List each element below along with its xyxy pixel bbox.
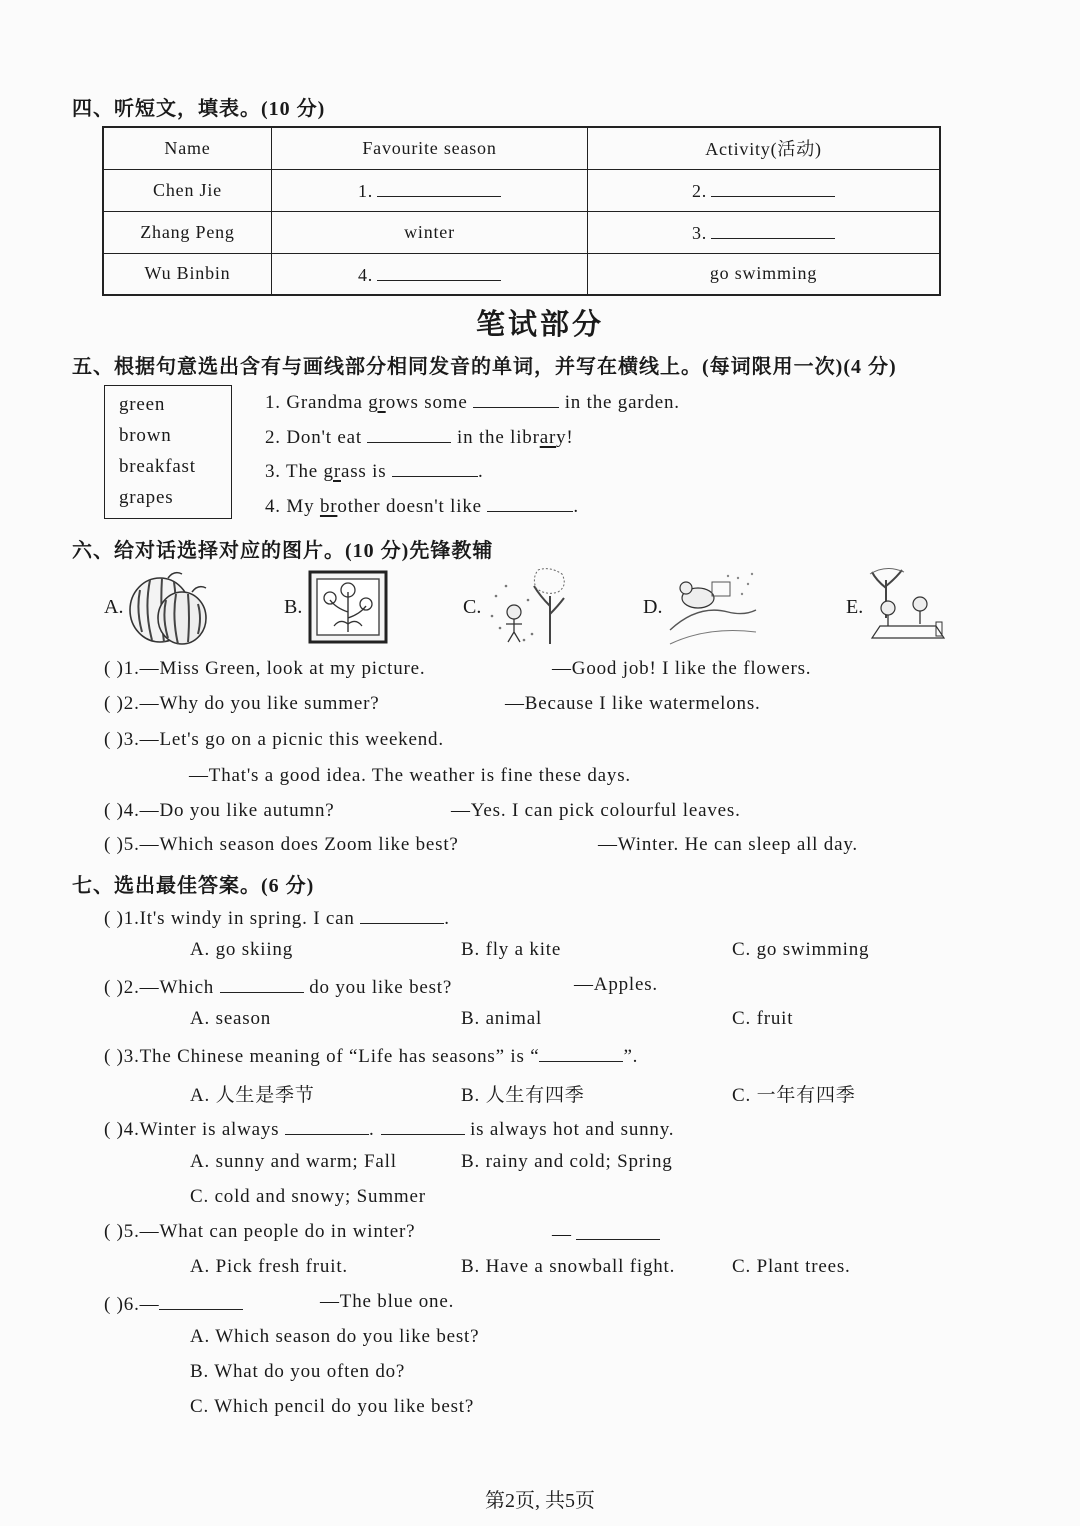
word-breakfast: breakfast: [119, 456, 196, 477]
word-brown: brown: [119, 425, 172, 446]
option-a[interactable]: A. go skiing: [190, 939, 294, 960]
listening-table: [102, 126, 941, 296]
section-6-title: 六、给对话选择对应的图片。(10 分)先锋教辅: [72, 540, 494, 562]
s6-item-4: ( )4.—Do you like autumn?: [104, 800, 335, 821]
cell-name: Zhang Peng: [103, 211, 272, 253]
word-box: [104, 385, 232, 519]
answer-blank[interactable]: [539, 1043, 623, 1062]
cell-activity-blank[interactable]: 2.: [588, 169, 941, 211]
s7-question-6: ( )6.—: [104, 1291, 243, 1316]
cell-season-blank[interactable]: 4.: [272, 253, 588, 295]
table-row: [103, 211, 940, 253]
s7-question-5-answer: —: [552, 1221, 660, 1246]
header-name: Name: [103, 127, 272, 169]
option-b[interactable]: B. animal: [461, 1008, 543, 1029]
option-b[interactable]: B. Have a snowball fight.: [461, 1256, 676, 1277]
option-b[interactable]: B. rainy and cold; Spring: [461, 1151, 673, 1172]
s6-item-2: ( )2.—Why do you like summer?: [104, 693, 380, 714]
flower-painting-picture: [308, 568, 388, 646]
picture-label-a: A.: [104, 596, 124, 618]
cell-name: Wu Binbin: [103, 253, 272, 295]
watermelon-picture: [126, 568, 212, 648]
s6-item-3-reply: —That's a good idea. The weather is fine these days.: [189, 765, 631, 786]
cell-activity: go swimming: [588, 253, 941, 295]
section-5-title: 五、根据句意选出含有与画线部分相同发音的单词，并写在横线上。(每词限用一次)(4 分): [72, 356, 897, 378]
option-c[interactable]: C. Plant trees.: [732, 1256, 851, 1277]
header-activity: Activity(活动): [588, 127, 941, 169]
table-row: [103, 253, 940, 295]
s6-item-5: ( )5.—Which season does Zoom like best?: [104, 834, 459, 855]
answer-blank[interactable]: [487, 493, 573, 512]
cell-season-blank[interactable]: 1.: [272, 169, 588, 211]
word-green: green: [119, 394, 166, 415]
s7-question-2: ( )2.—Which do you like best?: [104, 974, 452, 999]
option-b[interactable]: B. 人生有四季: [461, 1085, 585, 1106]
word-grapes: grapes: [119, 487, 174, 508]
option-a[interactable]: A. Which season do you like best?: [190, 1326, 480, 1347]
answer-blank[interactable]: [576, 1221, 660, 1240]
s5-question-2: 2. Don't eat in the library!: [265, 424, 574, 449]
s5-question-1: 1. Grandma grows some in the garden.: [265, 389, 680, 414]
s6-item-1-reply: —Good job! I like the flowers.: [552, 658, 812, 679]
option-c[interactable]: C. Which pencil do you like best?: [190, 1396, 475, 1417]
section-7-title: 七、选出最佳答案。(6 分): [72, 875, 315, 897]
picture-label-d: D.: [643, 596, 663, 618]
s6-item-3: ( )3.—Let's go on a picnic this weekend.: [104, 729, 444, 750]
page-number: 第2页, 共5页: [485, 1490, 595, 1512]
option-a[interactable]: A. season: [190, 1008, 272, 1029]
option-c[interactable]: C. cold and snowy; Summer: [190, 1186, 426, 1207]
answer-blank[interactable]: [159, 1291, 243, 1310]
answer-blank[interactable]: [220, 974, 304, 993]
table-row: [103, 169, 940, 211]
answer-blank[interactable]: [360, 905, 444, 924]
section-4-title: 四、听短文，填表。(10 分): [72, 98, 326, 120]
answer-blank[interactable]: [381, 1116, 465, 1135]
option-c[interactable]: C. 一年有四季: [732, 1085, 856, 1106]
picnic-picture: [866, 566, 950, 646]
s5-question-3: 3. The grass is .: [265, 458, 484, 483]
option-a[interactable]: A. 人生是季节: [190, 1085, 315, 1106]
option-c[interactable]: C. fruit: [732, 1008, 794, 1029]
picture-label-b: B.: [284, 596, 303, 618]
option-a[interactable]: A. Pick fresh fruit.: [190, 1256, 348, 1277]
s7-question-6-reply: —The blue one.: [320, 1291, 455, 1312]
s7-question-2-reply: —Apples.: [574, 974, 658, 995]
s7-question-1: ( )1.It's windy in spring. I can .: [104, 905, 450, 930]
s7-question-3: ( )3.The Chinese meaning of “Life has seasons” is “ ”.: [104, 1043, 638, 1068]
s5-question-4: 4. My brother doesn't like .: [265, 493, 579, 518]
option-a[interactable]: A. sunny and warm; Fall: [190, 1151, 397, 1172]
autumn-picture: [486, 566, 568, 646]
answer-blank[interactable]: [392, 458, 478, 477]
s6-item-5-reply: —Winter. He can sleep all day.: [598, 834, 858, 855]
answer-blank[interactable]: [285, 1116, 369, 1135]
option-b[interactable]: B. What do you often do?: [190, 1361, 406, 1382]
cell-name: Chen Jie: [103, 169, 272, 211]
s6-item-2-reply: —Because I like watermelons.: [505, 693, 761, 714]
cell-activity-blank[interactable]: 3.: [588, 211, 941, 253]
winter-picture: [668, 570, 758, 646]
picture-label-e: E.: [846, 596, 864, 618]
option-c[interactable]: C. go swimming: [732, 939, 870, 960]
cell-season: winter: [272, 211, 588, 253]
written-section-title: 笔试部分: [475, 307, 604, 341]
s6-item-1: ( )1.—Miss Green, look at my picture.: [104, 658, 426, 679]
answer-blank[interactable]: [367, 424, 451, 443]
picture-label-c: C.: [463, 596, 482, 618]
option-b[interactable]: B. fly a kite: [461, 939, 562, 960]
s7-question-4: ( )4.Winter is always . is always hot and sunny.: [104, 1116, 674, 1141]
s7-question-5: ( )5.—What can people do in winter?: [104, 1221, 416, 1242]
header-season: Favourite season: [272, 127, 588, 169]
answer-blank[interactable]: [473, 389, 559, 408]
s6-item-4-reply: —Yes. I can pick colourful leaves.: [451, 800, 741, 821]
